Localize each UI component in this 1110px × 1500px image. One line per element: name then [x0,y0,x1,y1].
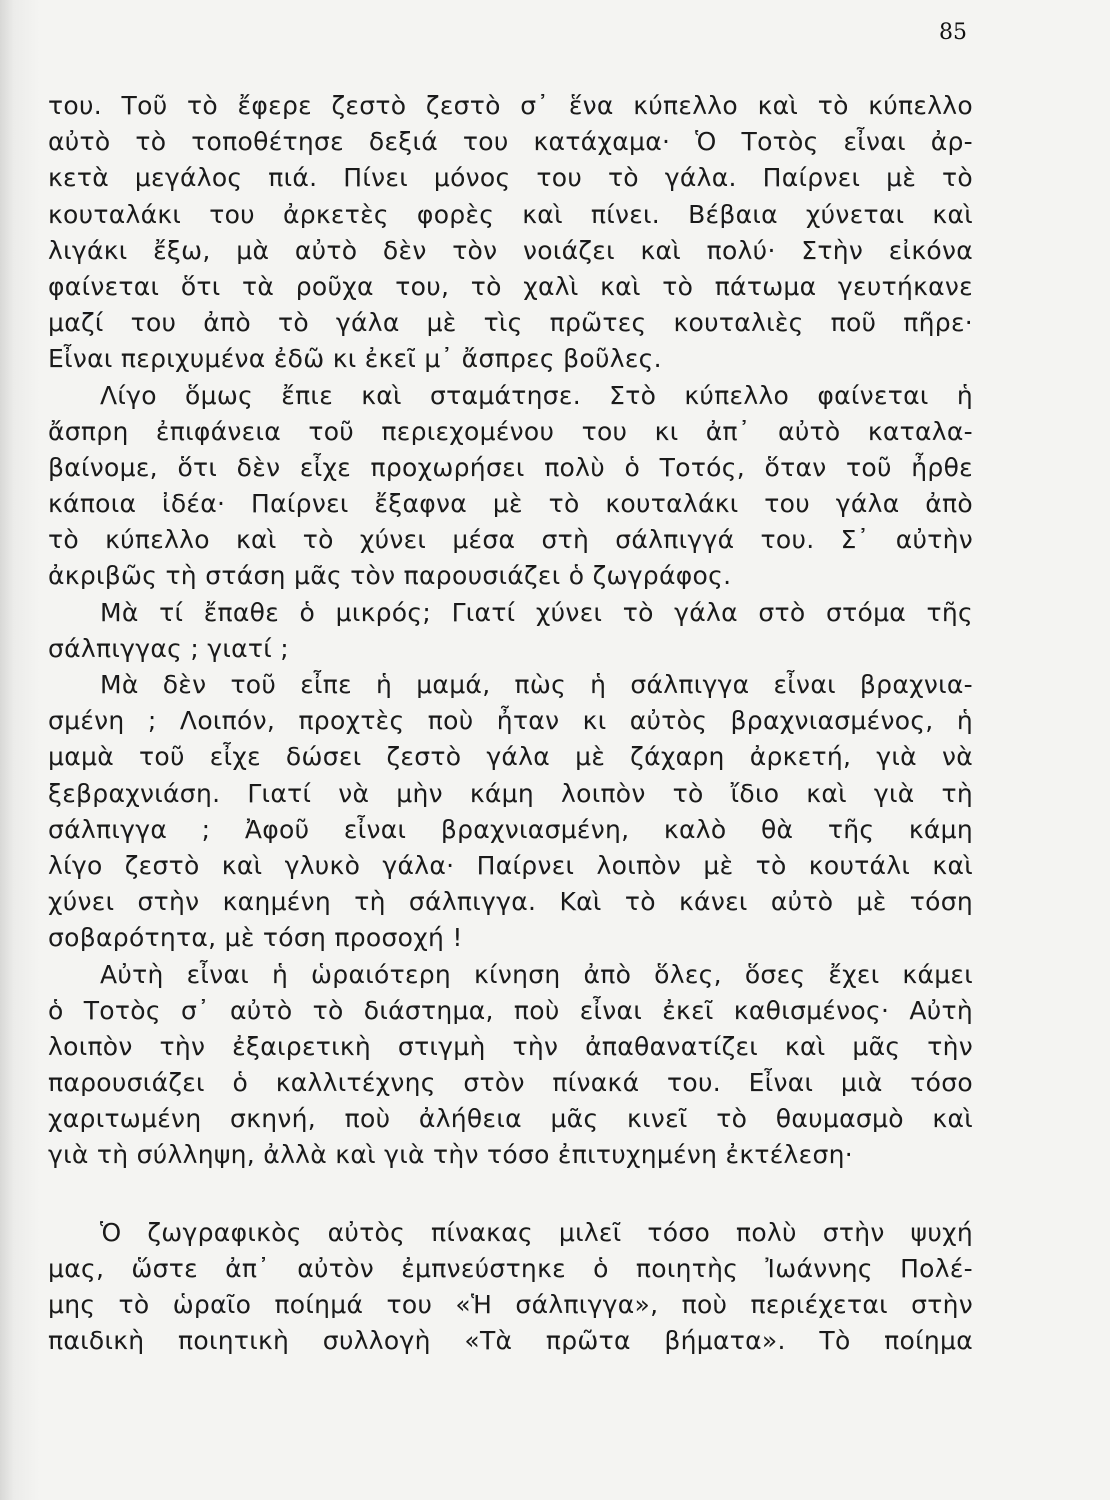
body-text [48,88,973,1359]
text-line: μης τὸ ὡραῖο ποίημά του «Ἡ σάλπιγγα», ποὺ περιέχεται στὴν [48,1290,973,1319]
text-line: σάλπιγγα ; Ἀφοῦ εἶναι βραχνιασμένη, καλὸ θὰ τῆς κάμη [48,814,973,844]
text-line: παρουσιάζει ὁ καλλιτέχνης στὸν πίνακά του. Εἶναι μιὰ τόσο [48,1068,973,1098]
text-line: Ὁ ζωγραφικὸς αὐτὸς πίνακας μιλεῖ τόσο πολὺ στὴν ψυχή [100,1217,973,1247]
text-line: ὁ Τοτὸς σ᾽ αὐτὸ τὸ διάστημα, ποὺ εἶναι ἐκεῖ καθισμένος· Αὐτὴ [48,995,973,1025]
text-line: αὐτὸ τὸ τοποθέτησε δεξιά του κατάχαμα· Ὁ Τοτὸς εἶναι ἀρ- [48,127,973,157]
text-line: Μὰ δὲν τοῦ εἶπε ἡ μαμά, πὼς ἡ σάλπιγγα εἶναι βραχνια- [100,670,973,699]
text-line: κουταλάκι του ἀρκετὲς φορὲς καὶ πίνει. Βέβαια χύνεται καὶ [48,199,973,229]
text-line: κάποια ἰδέα· Παίρνει ἔξαφνα μὲ τὸ κουταλάκι του γάλα ἀπὸ [48,489,973,519]
text-line: ἄσπρη ἐπιφάνεια τοῦ περιεχομένου του κι ἀπ᾽ αὐτὸ καταλα- [48,416,973,446]
paragraph [48,957,973,1174]
text-line: λιγάκι ἔξω, μὰ αὐτὸ δὲν τὸν νοιάζει καὶ πολύ· Στὴν εἰκόνα [48,235,973,265]
section-gap [48,1174,973,1215]
text-line: χύνει στὴν καημένη τὴ σάλπιγγα. Καὶ τὸ κάνει αὐτὸ μὲ τόση [48,887,973,917]
paragraph [48,595,973,667]
text-line: σοβαρότητα, μὲ τόση προσοχή ! [48,923,463,953]
text-line: μαζί του ἀπὸ τὸ γάλα μὲ τὶς πρῶτες κουταλιὲς ποῦ πῆρε· [48,308,973,338]
text-line: ἀκριβῶς τὴ στάση μᾶς τὸν παρουσιάζει ὁ ζωγράφος. [48,561,732,591]
paragraph [48,88,973,378]
paragraph [48,1215,973,1360]
text-line: βαίνομε, ὅτι δὲν εἶχε προχωρήσει πολὺ ὁ Τοτός, ὅταν τοῦ ἦρθε [48,452,973,482]
text-line: σμένη ; Λοιπόν, προχτὲς ποὺ ἦταν κι αὐτὸς βραχνιασμένος, ἡ [48,706,973,736]
text-line: φαίνεται ὅτι τὰ ροῦχα του, τὸ χαλὶ καὶ τὸ πάτωμα γευτήκανε [48,271,973,301]
page-number: 85 [939,20,967,45]
text-line: Αὐτὴ εἶναι ἡ ὡραιότερη κίνηση ἀπὸ ὅλες, ὅσες ἔχει κάμει [100,959,973,989]
text-line: Εἶναι περιχυμένα ἐδῶ κι ἐκεῖ μ᾽ ἄσπρες βοῦλες. [48,344,662,374]
text-line: του. Τοῦ τὸ ἔφερε ζεστὸ ζεστὸ σ᾽ ἕνα κύπελλο καὶ τὸ κύπελλο [48,91,973,120]
text-line: παιδικὴ ποιητικὴ συλλογὴ «Τὰ πρῶτα βήματα». Τὸ ποίημα [48,1326,973,1356]
text-line: γιὰ τὴ σύλληψη, ἀλλὰ καὶ γιὰ τὴν τόσο ἐπιτυχημένη ἐκτέλεση· [48,1140,853,1170]
text-line: μας, ὥστε ἀπ᾽ αὐτὸν ἐμπνεύστηκε ὁ ποιητὴς Ἰωάννης Πολέ- [48,1253,973,1283]
paragraph [48,378,973,595]
text-line: μαμὰ τοῦ εἶχε δώσει ζεστὸ γάλα μὲ ζάχαρη ἀρκετή, γιὰ νὰ [48,742,973,772]
text-line: Λίγο ὅμως ἔπιε καὶ σταμάτησε. Στὸ κύπελλο φαίνεται ἡ [100,380,973,410]
text-line: Μὰ τί ἔπαθε ὁ μικρός; Γιατί χύνει τὸ γάλα στὸ στόμα τῆς [100,597,973,627]
paragraph [48,667,973,957]
text-line: λίγο ζεστὸ καὶ γλυκὸ γάλα· Παίρνει λοιπὸν μὲ τὸ κουτάλι καὶ [48,850,973,880]
text-line: ξεβραχνιάση. Γιατί νὰ μὴν κάμη λοιπὸν τὸ ἴδιο καὶ γιὰ τὴ [48,778,973,808]
text-line: σάλπιγγας ; γιατί ; [48,633,290,663]
text-line: χαριτωμένη σκηνή, ποὺ ἀλήθεια μᾶς κινεῖ τὸ θαυμασμὸ καὶ [48,1104,973,1134]
text-line: κετὰ μεγάλος πιά. Πίνει μόνος του τὸ γάλα. Παίρνει μὲ τὸ [48,163,973,193]
text-line: λοιπὸν τὴν ἐξαιρετικὴ στιγμὴ τὴν ἀπαθανατίζει καὶ μᾶς τὴν [48,1031,973,1061]
text-line: τὸ κύπελλο καὶ τὸ χύνει μέσα στὴ σάλπιγγά του. Σ᾽ αὐτὴν [48,525,973,555]
